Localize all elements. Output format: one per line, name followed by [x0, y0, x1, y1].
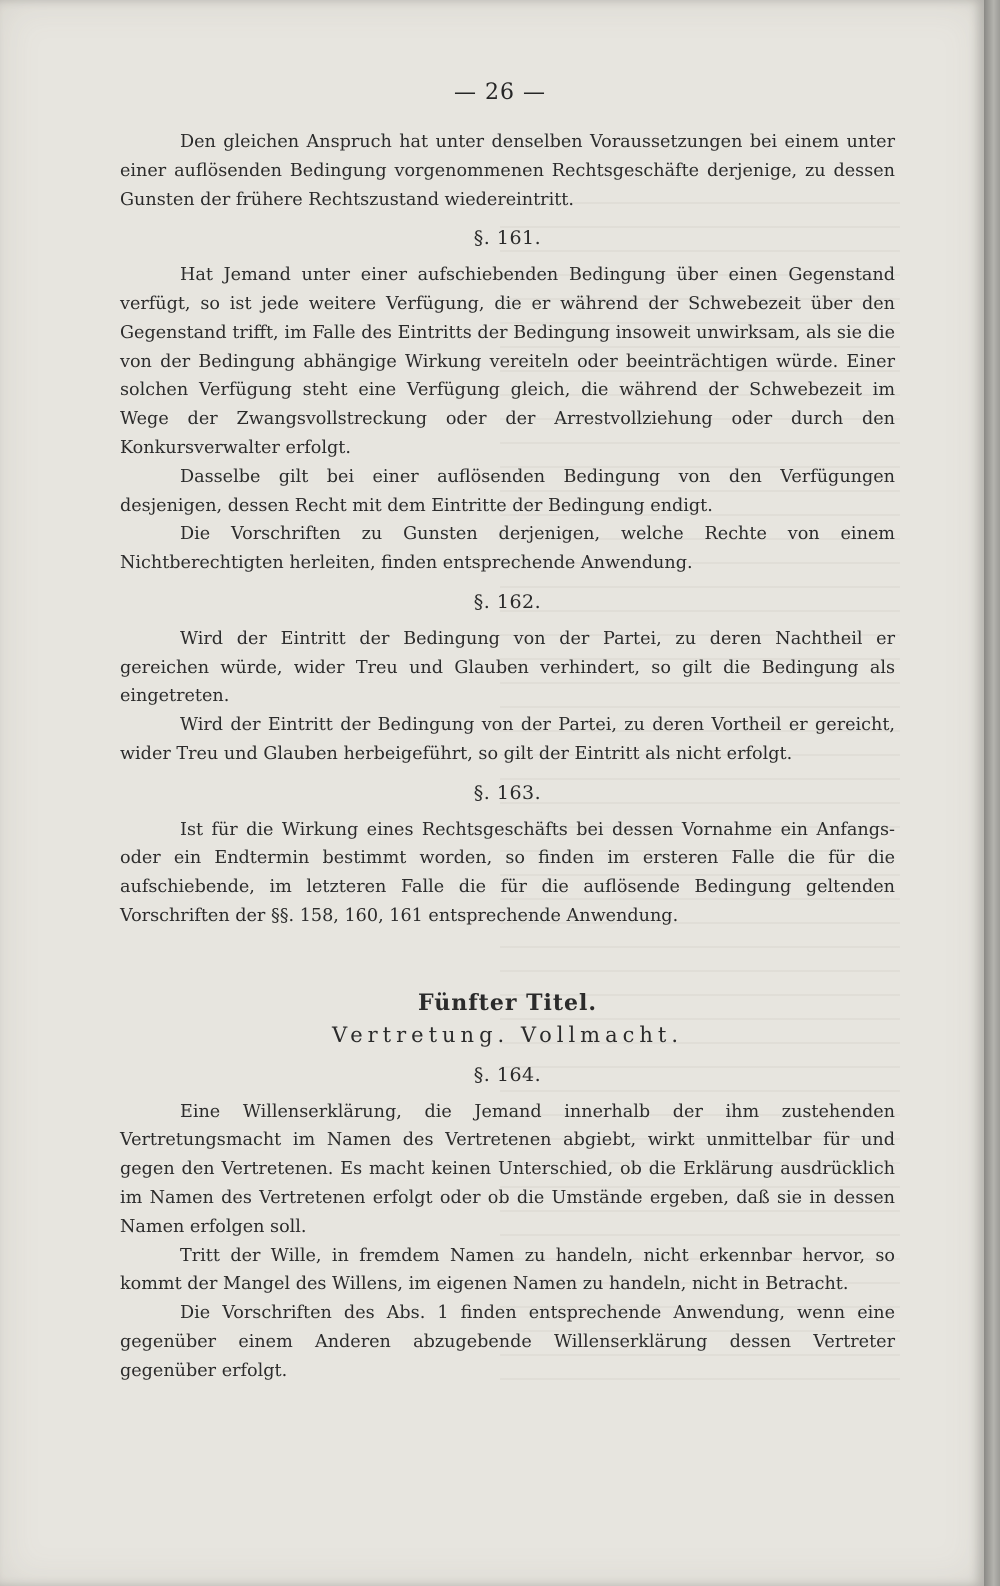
paragraph: Den gleichen Anspruch hat unter denselben Voraussetzungen bei einem unter einer auflösenden Bedingung vorgenommenen Rechtsgeschäfte derjenige, zu dessen Gunsten der frühere Rechtszustand wiedereintritt.: [120, 132, 895, 210]
section-heading-164: §. 164.: [473, 1063, 542, 1086]
page-body: [120, 128, 895, 1385]
title-heading: Fünfter Titel.: [418, 989, 597, 1016]
paragraph: Wird der Eintritt der Bedingung von der Partei, zu deren Nachtheil er gereichen würde, wider Treu und Glauben verhindert, so gilt die Bedingung als eingetreten.: [120, 628, 895, 707]
page-edge: [984, 0, 1000, 1586]
paragraph: Ist für die Wirkung eines Rechtsgeschäfts bei dessen Vornahme ein Anfangs- oder ein Endtermin bestimmt worden, so finden im ersteren Falle die für die aufschiebende, im letzteren Falle die für die auflösende Bedingung geltenden Vorschriften der §§. 158, 160, 161 entsprechende Anwendung.: [120, 819, 895, 926]
section-heading-163: §. 163.: [473, 781, 542, 804]
paragraph: Wird der Eintritt der Bedingung von der Partei, zu deren Vortheil er gereicht, wider Treu und Glauben herbeigeführt, so gilt der Eintritt als nicht erfolgt.: [120, 715, 895, 764]
section-heading-162: §. 162.: [473, 590, 542, 613]
paragraph: Die Vorschriften des Abs. 1 finden entsprechende Anwendung, wenn eine gegenüber einem Anderen abzugebende Willenserklärung dessen Vertreter gegenüber erfolgt.: [120, 1303, 895, 1381]
paragraph: Dasselbe gilt bei einer auflösenden Bedingung von den Verfügungen desjenigen, dessen Recht mit dem Eintritte der Bedingung endigt.: [120, 466, 895, 516]
paragraph: Die Vorschriften zu Gunsten derjenigen, welche Rechte von einem Nichtberechtigten herleiten, finden entsprechende Anwendung.: [120, 524, 895, 574]
paragraph: Eine Willenserklärung, die Jemand innerhalb der ihm zustehenden Vertretungsmacht im Namen des Vertretenen abgiebt, wirkt unmittelbar für und gegen den Vertretenen. Es macht keinen Unterschied, ob die Erklärung ausdrücklich im Namen des Vertretenen erfolgt oder ob die Umstände ergeben, daß sie in dessen Namen erfolgen soll.: [120, 1101, 895, 1237]
page-number: — 26 —: [454, 80, 546, 105]
title-subheading: Vertretung. Vollmacht.: [331, 1022, 684, 1047]
paragraph: Hat Jemand unter einer aufschiebenden Bedingung über einen Gegenstand verfügt, so ist jede weitere Verfügung, die er während der Schwebezeit über den Gegenstand trifft, im Falle des Eintritts der Bedingung insoweit unwirksam, als sie die von der Bedingung abhängige Wirkung vereiteln oder beeinträchtigen würde. Einer solchen Verfügung steht eine Verfügung gleich, die während der Schwebezeit im Wege der Zwangsvollstreckung oder der Arrestvollziehung oder durch den Konkursverwalter erfolgt.: [120, 265, 895, 458]
section-heading-161: §. 161.: [473, 227, 542, 250]
paragraph: Tritt der Wille, in fremdem Namen zu handeln, nicht erkennbar hervor, so kommt der Mangel des Willens, im eigenen Namen zu handeln, nicht in Betracht.: [120, 1245, 895, 1295]
